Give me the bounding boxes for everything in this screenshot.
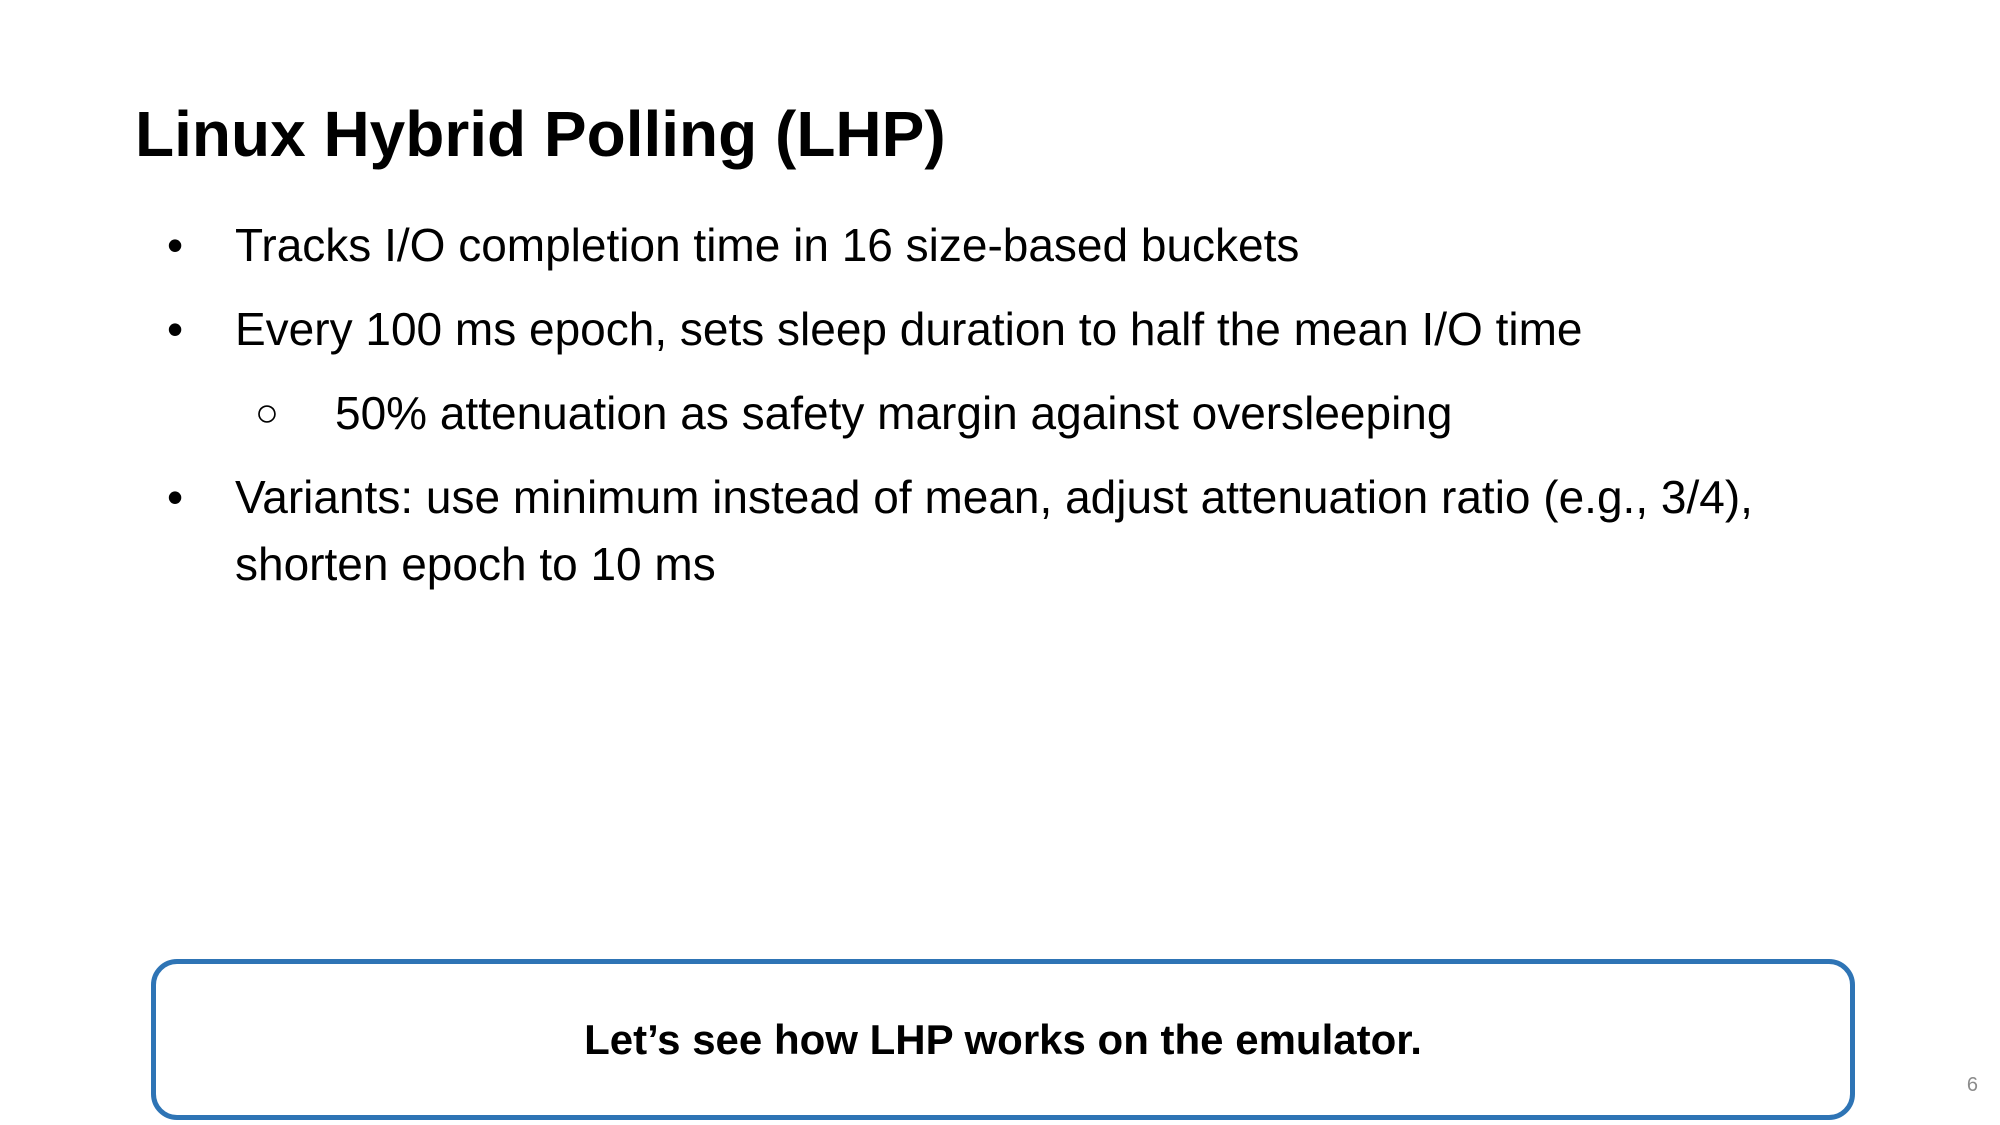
sub-bullet-text: 50% attenuation as safety margin against oversleeping — [335, 387, 1453, 439]
callout-box — [151, 959, 1855, 1120]
bullet-marker: • — [166, 303, 184, 355]
bullet-item — [155, 212, 1855, 279]
slide-title: Linux Hybrid Polling (LHP) — [135, 98, 946, 170]
slide-number: 6 — [1966, 1074, 1978, 1096]
bullet-item — [155, 296, 1855, 363]
bullet-marker: • — [166, 219, 184, 271]
sub-bullet-marker: ○ — [254, 391, 280, 435]
sub-bullet-item — [155, 380, 1855, 447]
bullet-item — [155, 464, 1855, 598]
callout-text: Let’s see how LHP works on the emulator. — [584, 1015, 1422, 1063]
bullet-text: Tracks I/O completion time in 16 size-based buckets — [235, 219, 1300, 271]
bullet-text: Every 100 ms epoch, sets sleep duration to half the mean I/O time — [235, 303, 1583, 355]
bullet-text: Variants: use minimum instead of mean, adjust attenuation ratio (e.g., 3/4), shorten epoch to 10 ms — [235, 471, 1753, 590]
bullet-list — [155, 212, 1855, 615]
bullet-marker: • — [166, 471, 184, 523]
